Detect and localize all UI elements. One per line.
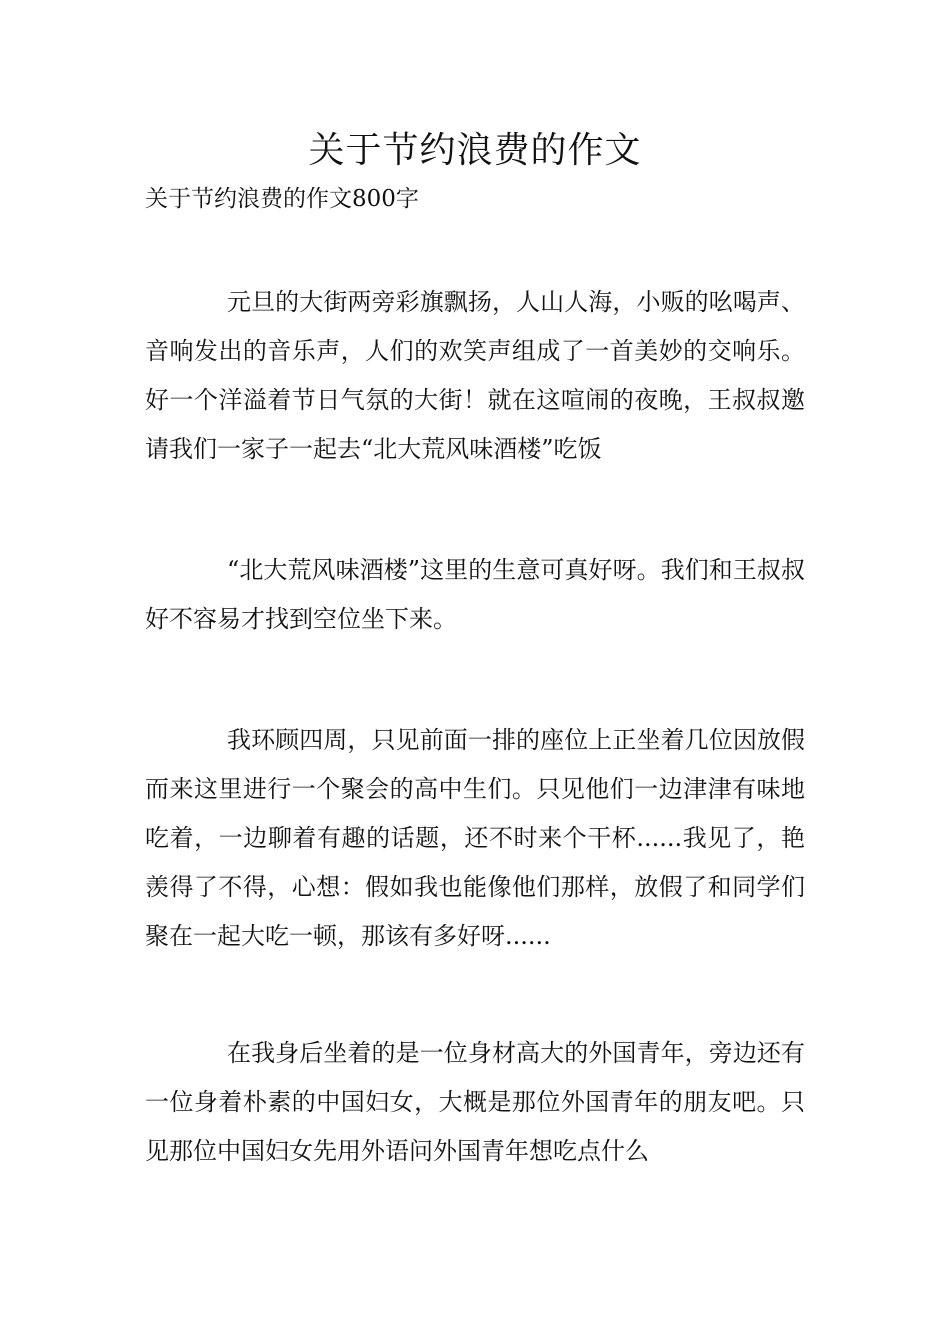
paragraph-3: 我环顾四周，只见前面一排的座位上正坐着几位因放假而来这里进行一个聚会的高中生们。只见他们一边津津有味地吃着，一边聊着有趣的话题，还不时来个干杯......我见了，艳羡得了不得，心想：假如我也能像他们那样，放假了和同学们聚在一起大吃一顿，那该有多好呀...... bbox=[145, 726, 805, 950]
document-title: 关于节约浪费的作文 bbox=[308, 130, 642, 171]
document-body bbox=[145, 278, 805, 1176]
paragraph-4: 在我身后坐着的是一位身材高大的外国青年，旁边还有一位身着朴素的中国妇女，大概是那位外国青年的朋友吧。只见那位中国妇女先用外语问外国青年想吃点什么 bbox=[145, 1039, 805, 1165]
document-subtitle: 关于节约浪费的作文800字 bbox=[145, 186, 419, 212]
paragraph-2: “北大荒风味酒楼”这里的生意可真好呀。我们和王叔叔好不容易才找到空位坐下来。 bbox=[145, 556, 805, 633]
paragraph-1: 元旦的大街两旁彩旗飘扬，人山人海，小贩的吆喝声、音响发出的音乐声，人们的欢笑声组成了一首美妙的交响乐。好一个洋溢着节日气氛的大街！就在这喧闹的夜晚，王叔叔邀请我们一家子一起去“北大荒风味酒楼”吃饭 bbox=[145, 288, 805, 463]
